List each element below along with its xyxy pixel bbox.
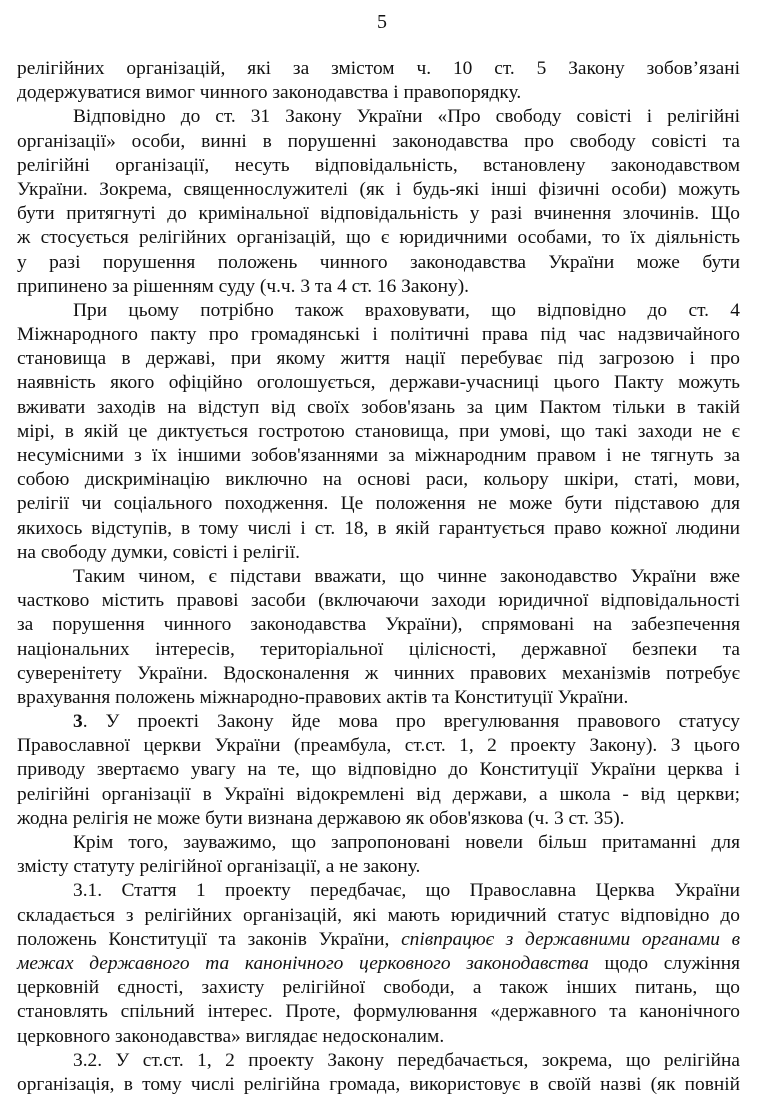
text-line <box>17 541 740 565</box>
paragraph <box>17 831 740 879</box>
text-span: Міжнародного пакту про громадянські і політичні права під час надзвичайного <box>17 324 740 346</box>
text-span: вживати заходів на відступ від своїх зобов'язань за цим Пактом тільки в такій <box>17 396 740 418</box>
text-line <box>17 783 740 807</box>
text-line <box>17 831 740 855</box>
text-span: наявність якого офіційно оголошується, держави-учасниці цього Пакту можуть <box>17 372 740 394</box>
text-line <box>17 710 740 734</box>
text-line <box>17 468 740 492</box>
text-line <box>17 105 740 129</box>
text-span: несумісними з їх іншими зобов'язаннями за міжнародним правом і не тягнуть за <box>17 445 740 466</box>
text-line <box>17 275 740 299</box>
text-line <box>17 662 740 686</box>
text-line <box>17 879 740 903</box>
text-line <box>17 517 740 541</box>
text-line <box>17 492 740 516</box>
text-span: змісту статуту релігійної організації, а не закону. <box>17 856 421 878</box>
text-span: . У проекті Закону йде мова про врегулювання правового статусу <box>82 711 740 733</box>
text-span: становища в державі, при якому життя нації перебуває під загрозою і про <box>17 348 740 370</box>
text-line <box>17 371 740 395</box>
paragraph <box>17 1049 740 1097</box>
text-line <box>17 57 740 81</box>
text-line <box>17 130 740 154</box>
text-span: частково містить правові засоби (включаючи заходи юридичної відповідальності <box>17 590 740 612</box>
text-line <box>17 976 740 1000</box>
text-span: якихось відступів, в тому числі і ст. 18, в якій гарантується право кожної людини <box>17 517 740 539</box>
text-line <box>17 81 740 105</box>
text-line <box>17 396 740 420</box>
text-line <box>17 952 740 976</box>
text-span: за порушення чинного законодавства України), спрямовані на забезпечення <box>17 614 740 636</box>
text-span: релігійні організації в Україні відокремлені від держави, а школа - від церкви; <box>17 783 740 805</box>
text-span: України. Зокрема, священнослужителі (як і будь-які інші фізичні особи) можуть <box>17 178 740 200</box>
text-line <box>17 420 740 444</box>
page-number: 5 <box>377 11 387 33</box>
text-line <box>17 638 740 662</box>
text-line <box>17 1025 740 1049</box>
text-line <box>17 1073 740 1097</box>
text-span: врахування положень міжнародно-правових актів та Конституції України. <box>17 686 629 708</box>
text-span: 3.1. Стаття 1 проекту передбачає, що Православна Церква України <box>73 880 740 902</box>
paragraph <box>17 565 740 710</box>
text-line <box>17 904 740 928</box>
text-span: додержуватися вимог чинного законодавства і правопорядку. <box>17 82 522 104</box>
text-span: Таким чином, є підстави вважати, що чинне законодавство України вже <box>73 565 740 587</box>
text-line <box>17 347 740 371</box>
text-line <box>17 226 740 250</box>
paragraph <box>17 710 740 831</box>
text-span: приводу звертаємо увагу на те, що відповідно до Конституції України церква і <box>17 759 740 781</box>
text-span: припинено за рішенням суду (ч.ч. 3 та 4 ст. 16 Закону). <box>17 275 470 297</box>
text-span: Православної церкви України (преамбула, ст.ст. 1, 2 проекту Закону). З цього <box>17 735 740 757</box>
text-span: церковній єдності, захисту релігійної свободи, а також інших питань, що <box>17 977 740 999</box>
italic-text: співпрацює з державними органами в <box>401 928 740 950</box>
text-span: організації» особи, винні в порушенні законодавства про свободу совісті та <box>17 130 740 152</box>
paragraph <box>17 299 740 565</box>
text-line <box>17 202 740 226</box>
text-span: положень Конституції та законів України, <box>17 928 402 950</box>
italic-text: межах державного та канонічного церковного законодавства <box>17 952 589 974</box>
text-span: складається з релігійних організацій, які мають юридичний статус відповідно до <box>17 904 740 926</box>
text-span: собою дискримінацію виключно на основі раси, кольору шкіри, статі, мови, <box>17 469 740 491</box>
text-span: щодо служіння <box>588 952 740 974</box>
text-line <box>17 855 740 879</box>
text-span: організація, в тому числі релігійна громада, використовує в своїй назві (як повній <box>17 1073 740 1095</box>
text-span: Крім того, зауважимо, що запропоновані новели більш притаманні для <box>73 832 740 853</box>
text-line <box>17 686 740 710</box>
text-line <box>17 928 740 952</box>
text-line <box>17 734 740 758</box>
document-body <box>17 57 740 1097</box>
text-span: становлять спільний інтерес. Проте, формулювання «державного та канонічного <box>17 1001 740 1023</box>
text-line <box>17 1049 740 1073</box>
paragraph <box>17 105 740 299</box>
text-line <box>17 589 740 613</box>
text-line <box>17 323 740 347</box>
text-span: у разі порушення положень чинного законодавства України може бути <box>17 251 740 273</box>
text-span: релігійні організації, несуть відповідальність, встановлену законодавством <box>17 154 740 176</box>
text-line <box>17 154 740 178</box>
text-span: церковного законодавства» виглядає недосконалим. <box>17 1025 445 1047</box>
paragraph <box>17 57 740 105</box>
text-line <box>17 444 740 468</box>
paragraph <box>17 879 740 1048</box>
text-line <box>17 807 740 831</box>
text-span: Відповідно до ст. 31 Закону України «Про свободу совісті і релігійні <box>73 106 740 128</box>
text-span: мірі, в якій це диктується гостротою становища, при умові, що такі заходи не є <box>17 420 740 442</box>
text-span: При цьому потрібно також враховувати, що відповідно до ст. 4 <box>73 299 740 321</box>
text-line <box>17 251 740 275</box>
text-line <box>17 178 740 202</box>
text-span: суверенітету України. Вдосконалення ж чинних правових механізмів потребує <box>17 662 740 684</box>
text-span: на свободу думки, совісті і релігії. <box>17 541 300 563</box>
text-span: жодна релігія не може бути визнана державою як обов'язкова (ч. 3 ст. 35). <box>17 807 625 829</box>
text-span: бути притягнуті до кримінальної відповідальність у разі вчинення злочинів. Що <box>17 203 740 225</box>
text-line <box>17 613 740 637</box>
bold-text: 3 <box>73 711 83 733</box>
text-span: ж стосується релігійних організацій, що є юридичними особами, то їх діяльність <box>17 227 740 249</box>
text-line <box>17 299 740 323</box>
text-span: релігії чи соціального походження. Це положення не може бути підставою для <box>17 493 740 515</box>
text-line <box>17 565 740 589</box>
text-line <box>17 1000 740 1024</box>
text-span: релігійних організацій, які за змістом ч. 10 ст. 5 Закону зобов’язані <box>17 58 740 79</box>
text-span: 3.2. У ст.ст. 1, 2 проекту Закону передбачається, зокрема, що релігійна <box>73 1049 740 1071</box>
text-line <box>17 758 740 782</box>
text-span: національних інтересів, територіальної цілісності, державної безпеки та <box>17 638 740 660</box>
